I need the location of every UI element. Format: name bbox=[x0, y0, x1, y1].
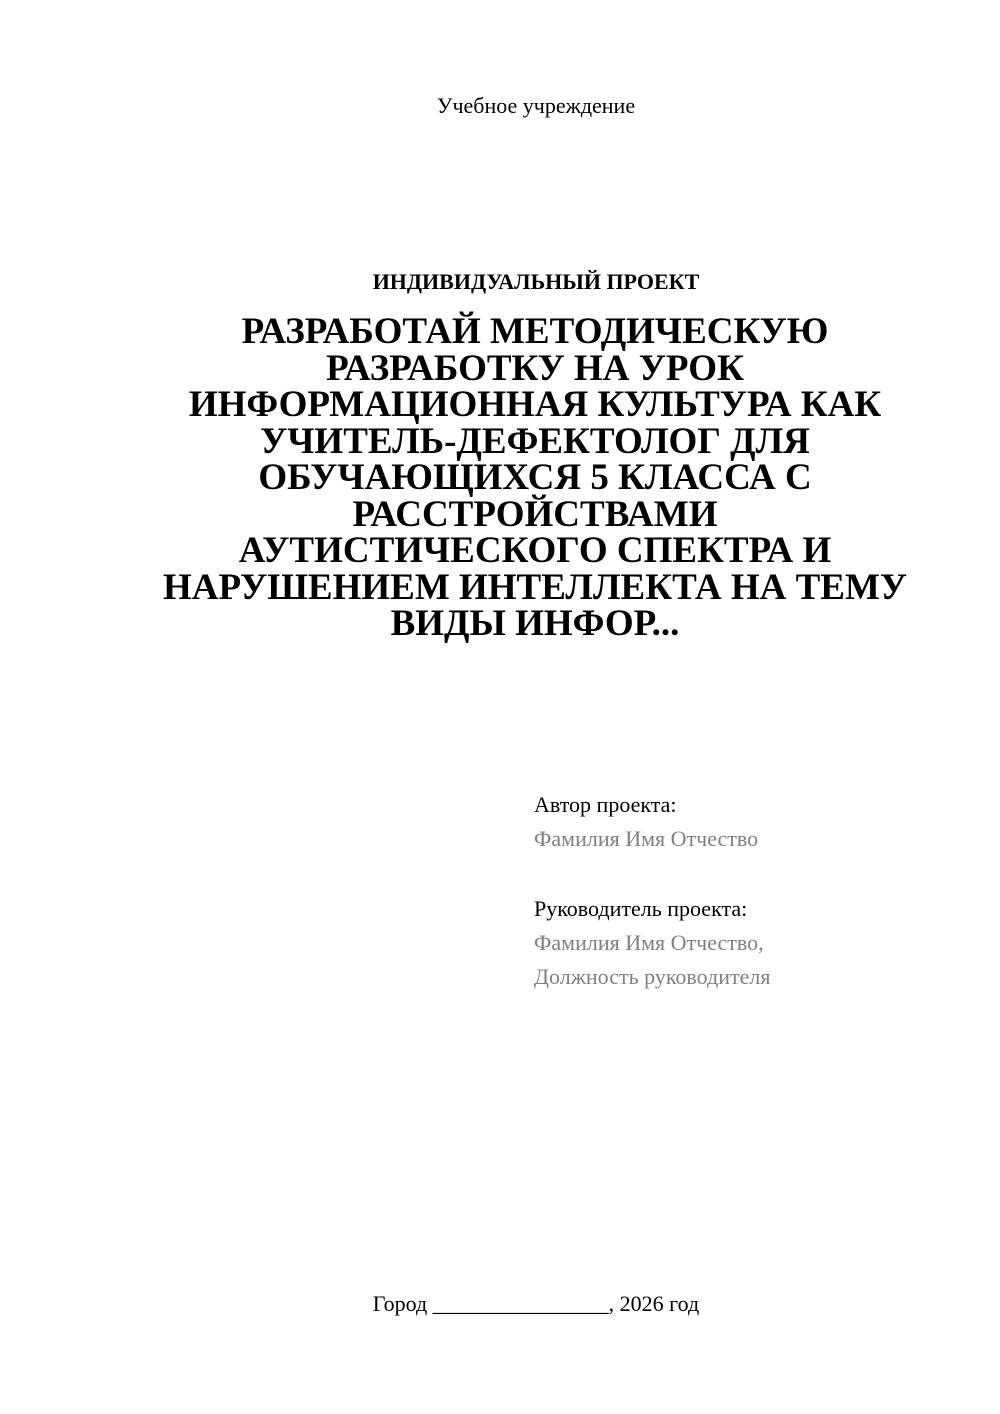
supervisor-name: Фамилия Имя Отчество, bbox=[534, 930, 764, 955]
project-title-line: ОБУЧАЮЩИХСЯ 5 КЛАССА С bbox=[258, 457, 812, 498]
project-title bbox=[130, 311, 940, 644]
city-year-line: Город ________________, 2026 год bbox=[372, 1291, 700, 1316]
project-title-line: НАРУШЕНИЕМ ИНТЕЛЛЕКТА НА ТЕМУ bbox=[162, 566, 908, 608]
project-title-line: РАССТРОЙСТВАМИ bbox=[352, 493, 718, 535]
author-label: Автор проекта: bbox=[534, 792, 677, 817]
project-title-line: РАЗРАБОТАЙ МЕТОДИЧЕСКУЮ bbox=[241, 311, 829, 352]
block-spacer bbox=[534, 856, 974, 892]
institution-name: Учебное учреждение bbox=[436, 93, 636, 118]
project-title-line: ИНФОРМАЦИОННАЯ КУЛЬТУРА КАК bbox=[188, 384, 882, 425]
author-name: Фамилия Имя Отчество bbox=[534, 826, 759, 851]
author-info-block bbox=[534, 788, 974, 994]
project-title-line: УЧИТЕЛЬ-ДЕФЕКТОЛОГ ДЛЯ bbox=[260, 420, 810, 462]
project-title-line: АУТИСТИЧЕСКОГО СПЕКТРА И bbox=[238, 530, 832, 571]
supervisor-position: Должность руководителя bbox=[534, 964, 771, 989]
supervisor-label: Руководитель проекта: bbox=[534, 896, 748, 921]
project-title-line: ВИДЫ ИНФОР... bbox=[390, 603, 680, 644]
project-title-line: РАЗРАБОТКУ НА УРОК bbox=[326, 347, 744, 389]
project-type-heading: ИНДИВИДУАЛЬНЫЙ ПРОЕКТ bbox=[372, 269, 700, 294]
